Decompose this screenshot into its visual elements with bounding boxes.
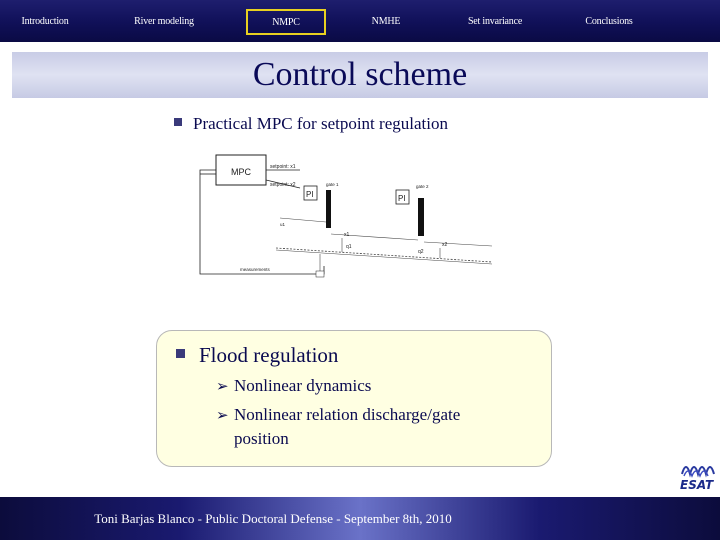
arrow-bullet-icon: ➢ [216,406,229,424]
mpc-label: MPC [231,167,251,177]
q1-label: q1 [346,244,352,250]
sub-bullet-nonlinear-relation [216,404,460,426]
x2-label: x2 [442,242,448,248]
bullet-mpc-setpoint-text: Practical MPC for setpoint regulation [193,114,448,133]
control-scheme-diagram [196,150,496,280]
q2-label: q2 [418,249,424,255]
gate-1 [326,190,331,228]
footer-text: Toni Barjas Blanco - Public Doctoral Defense - September 8th, 2010 [94,511,452,526]
setpoint-x1-label: setpoint: x1 [270,164,296,170]
sub-bullet-nonlinear-dynamics [216,375,371,397]
u1-label: u1 [280,222,286,227]
nav-tab-river-modeling[interactable]: River modeling [134,15,194,27]
square-bullet-icon [176,349,185,358]
x1-label: x1 [344,232,350,238]
nav-tab-introduction[interactable]: Introduction [21,15,69,27]
gate-2 [418,198,424,236]
gate-2-label: gate 2 [416,184,429,189]
sub-bullet-text: Nonlinear relation discharge/gate [234,405,461,424]
sub-bullet-continuation [234,428,289,450]
gate-1-label: gate 1 [326,182,339,187]
nav-tab-nmpc[interactable]: NMPC [246,9,326,35]
esat-logo-text: ESAT [680,478,714,492]
pi-1-label: PI [306,190,314,199]
setpoint-x2-label: setpoint: x2 [270,182,296,188]
bullet-mpc-setpoint [174,114,448,134]
slide-title: Control scheme [252,56,468,93]
pi-2-label: PI [398,194,406,203]
sub-bullet-text: Nonlinear dynamics [234,376,372,395]
measurements-label: measurements [240,267,270,272]
arrow-bullet-icon: ➢ [216,377,229,395]
nav-tab-nmhe[interactable]: NMHE [371,15,401,27]
square-bullet-icon [174,118,182,126]
flood-regulation-heading: Flood regulation [199,343,339,367]
nav-tab-conclusions[interactable]: Conclusions [585,15,633,27]
nav-tab-set-invariance[interactable]: Set invariance [467,15,523,27]
sub-bullet-text: position [234,429,289,448]
bullet-flood-regulation [176,343,338,368]
